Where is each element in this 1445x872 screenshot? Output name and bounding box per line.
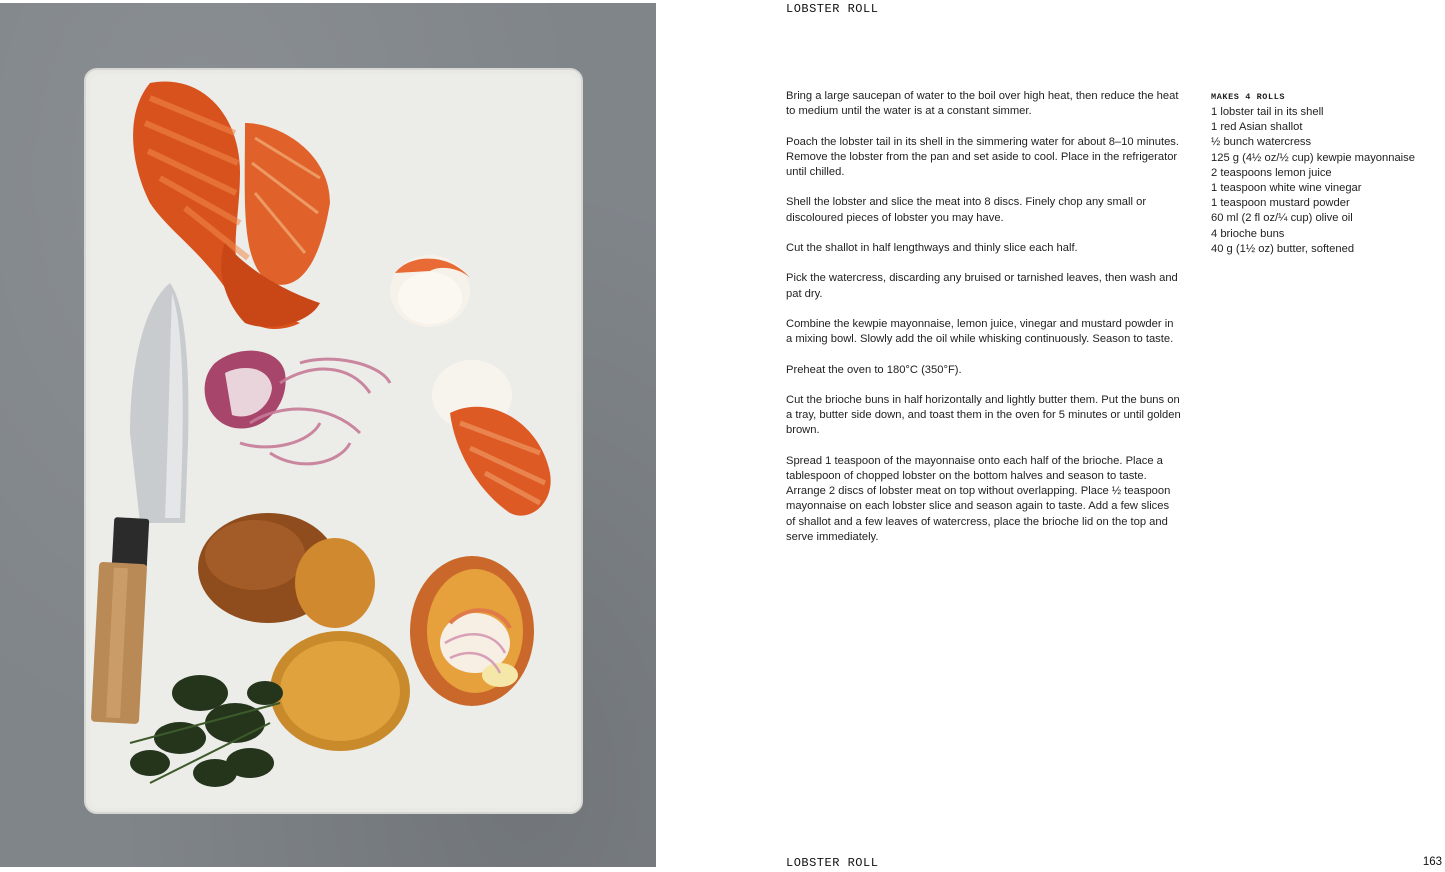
serves-label: MAKES 4 ROLLS	[1211, 92, 1286, 102]
method-step: Bring a large saucepan of water to the boil over high heat, then reduce the heat to medium until the water is at a constant simmer.	[786, 90, 1179, 118]
page-footer-title: LOBSTER ROLL	[786, 856, 879, 870]
lobster-disc	[390, 255, 470, 327]
ingredient-list	[1211, 105, 1431, 257]
ingredient-item: 40 g (1½ oz) butter, softened	[1211, 242, 1355, 255]
recipe-photo	[0, 3, 656, 867]
method-step: Pick the watercress, discarding any bruised or tarnished leaves, then wash and pat dry.	[786, 272, 1178, 300]
ingredient-item: 1 teaspoon mustard powder	[1211, 197, 1350, 210]
method-step: Cut the shallot in half lengthways and thinly slice each half.	[786, 241, 1078, 254]
ingredient-item: 1 teaspoon white wine vinegar	[1211, 182, 1362, 195]
ingredient-item: 60 ml (2 fl oz/¼ cup) olive oil	[1211, 212, 1353, 225]
method-step: Poach the lobster tail in its shell in the simmering water for about 8–10 minutes. Remove the lobster from the pan and set aside to cool. Place in the refrigerator until chilled.	[786, 135, 1180, 178]
ingredient-item: 2 teaspoons lemon juice	[1211, 166, 1332, 179]
method-step: Shell the lobster and slice the meat into 8 discs. Finely chop any small or discoloured pieces of lobster you may have.	[786, 196, 1147, 224]
method-steps	[786, 89, 1181, 560]
photo-illustration	[0, 3, 656, 867]
page-number: 163	[1422, 856, 1442, 868]
method-step: Preheat the oven to 180°C (350°F).	[786, 363, 962, 376]
page-header-title: LOBSTER ROLL	[786, 2, 879, 16]
method-step: Cut the brioche buns in half horizontally and lightly butter them. Put the buns on a tray, butter side down, and toast them in the oven for 5 minutes or until golden brown.	[786, 393, 1181, 437]
method-step: Spread 1 teaspoon of the mayonnaise onto each half of the brioche. Place a tablespoon of chopped lobster on the bottom halves and season to taste. Arrange 2 discs of lobster meat on top without overlapping. Place ½ teaspoon mayonnaise on each lobster slice and season again to taste. Add a few slices of shallot and a few leaves of watercress, place the brioche lid on the top and serve immediately.	[786, 454, 1171, 543]
ingredient-item: 125 g (4½ oz/½ cup) kewpie mayonnaise	[1211, 151, 1415, 164]
ingredient-item: 4 brioche buns	[1211, 227, 1285, 240]
ingredient-item: ½ bunch watercress	[1211, 136, 1312, 149]
ingredient-item: 1 red Asian shallot	[1211, 121, 1303, 134]
ingredient-item: 1 lobster tail in its shell	[1211, 106, 1324, 118]
ingredients-panel	[1211, 91, 1431, 257]
method-step: Combine the kewpie mayonnaise, lemon juice, vinegar and mustard powder in a mixing bowl. Slowly add the oil while whisking continuously. Season to taste.	[786, 317, 1174, 346]
